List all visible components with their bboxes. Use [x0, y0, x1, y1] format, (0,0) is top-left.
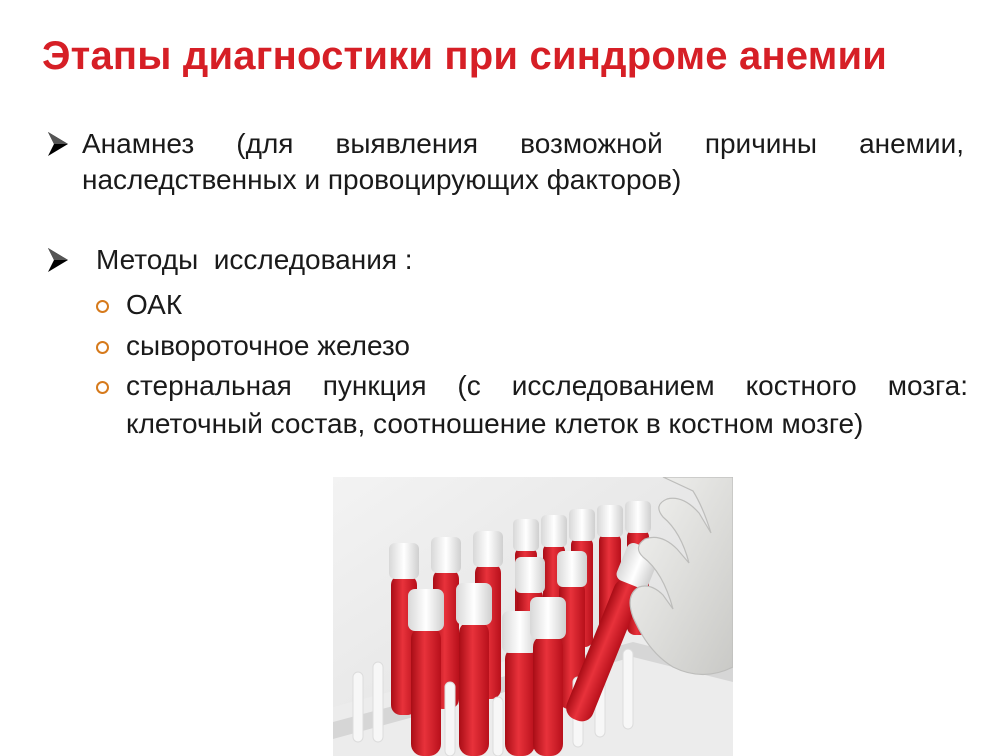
circle-bullet-icon: [96, 381, 109, 394]
bullet-methods-text: Методы исследования :: [96, 244, 413, 275]
bullet-methods: [46, 242, 413, 278]
test-tubes-illustration: [333, 477, 733, 756]
circle-bullet-icon: [96, 341, 109, 354]
blood-test-tubes-photo: [333, 477, 733, 756]
sub-item-serum-iron: [96, 327, 968, 365]
sub-item-text: стернальная пункция (с исследованием костного мозга: клеточный состав, соотношение клеток в костном мозге): [126, 370, 968, 439]
sub-item-sternal-puncture: [96, 367, 968, 443]
arrow-bullet-icon: [46, 131, 70, 157]
slide-title: Этапы диагностики при синдроме анемии: [42, 34, 888, 78]
bullet-anamnesis: [46, 126, 964, 198]
sub-item-text: ОАК: [126, 289, 183, 320]
sub-item-oak: [96, 286, 968, 324]
bullet-anamnesis-text: Анамнез (для выявления возможной причины анемии, наследственных и провоцирующих факторов): [82, 128, 964, 195]
circle-bullet-icon: [96, 300, 109, 313]
arrow-bullet-icon: [46, 247, 70, 273]
sub-item-text: сывороточное железо: [126, 330, 410, 361]
